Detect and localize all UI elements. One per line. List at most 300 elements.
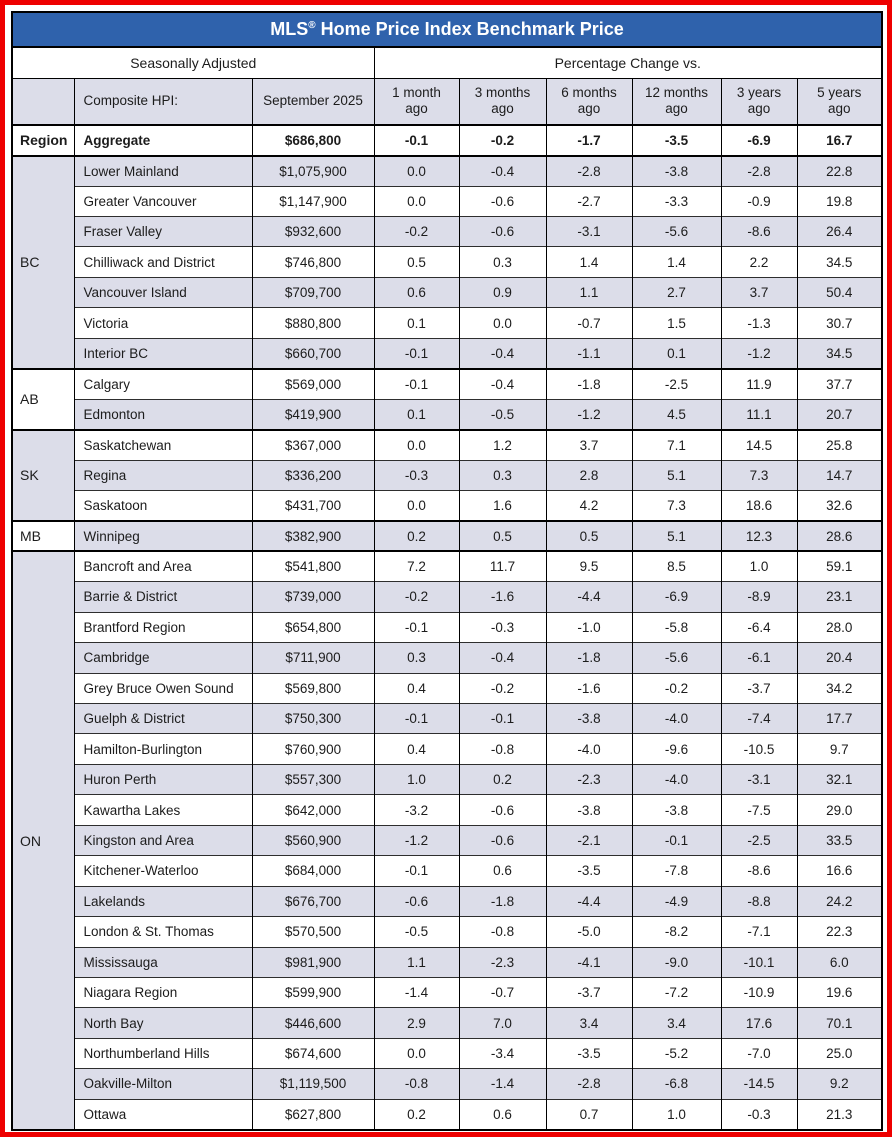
benchmark-price-cell: $750,300 — [252, 704, 374, 734]
area-name-cell: Oakville-Milton — [74, 1069, 252, 1099]
pct-change-cell: 0.2 — [374, 1099, 459, 1130]
pct-change-cell: -0.4 — [459, 338, 546, 368]
pct-change-cell: 3.7 — [546, 430, 632, 460]
pct-change-cell: 0.3 — [459, 460, 546, 490]
table-row — [12, 338, 882, 368]
pct-change-cell: -5.6 — [632, 643, 721, 673]
pct-change-cell: 2.2 — [721, 247, 797, 277]
pct-change-cell: -2.3 — [546, 764, 632, 794]
pct-change-cell: 1.0 — [632, 1099, 721, 1130]
area-name-cell: Calgary — [74, 369, 252, 399]
pct-header-line2: ago — [665, 101, 688, 117]
pct-change-cell: -0.2 — [374, 582, 459, 612]
pct-change-cell: 1.0 — [721, 551, 797, 581]
benchmark-price-cell: $1,119,500 — [252, 1069, 374, 1099]
section-header-seasonally-adjusted: Seasonally Adjusted — [12, 47, 374, 78]
pct-change-cell: -2.3 — [459, 947, 546, 977]
pct-change-cell: -2.5 — [632, 369, 721, 399]
pct-change-cell: -0.3 — [374, 460, 459, 490]
pct-change-cell: 0.6 — [459, 856, 546, 886]
pct-change-cell: -6.9 — [632, 582, 721, 612]
pct-change-cell: -1.7 — [546, 125, 632, 155]
pct-change-cell: -0.1 — [374, 338, 459, 368]
pct-change-cell: 6.0 — [797, 947, 882, 977]
pct-change-cell: -0.7 — [459, 977, 546, 1007]
pct-change-cell: 34.2 — [797, 673, 882, 703]
table-row — [12, 947, 882, 977]
region-header-blank-cell — [12, 78, 74, 125]
area-name-cell: Kitchener-Waterloo — [74, 856, 252, 886]
pct-change-cell: 0.2 — [459, 764, 546, 794]
region-column-label-cell: Region — [12, 125, 74, 155]
pct-change-cell: -1.8 — [546, 643, 632, 673]
pct-change-cell: 17.6 — [721, 1008, 797, 1038]
pct-change-cell: 0.0 — [374, 1038, 459, 1068]
table-title-row — [12, 12, 882, 47]
pct-change-cell: -0.6 — [459, 795, 546, 825]
pct-change-cell: 26.4 — [797, 217, 882, 247]
pct-change-cell: 0.2 — [374, 521, 459, 551]
area-name-cell: Chilliwack and District — [74, 247, 252, 277]
pct-change-cell: -1.4 — [459, 1069, 546, 1099]
benchmark-price-cell: $739,000 — [252, 582, 374, 612]
region-code-cell: ON — [12, 551, 74, 1130]
table-row — [12, 521, 882, 551]
table-row — [12, 1069, 882, 1099]
table-row — [12, 977, 882, 1007]
region-code-cell: MB — [12, 521, 74, 551]
pct-change-cell: -8.6 — [721, 856, 797, 886]
pct-change-cell: -2.8 — [546, 156, 632, 186]
pct-change-cell: -10.9 — [721, 977, 797, 1007]
area-name-cell: Northumberland Hills — [74, 1038, 252, 1068]
pct-change-cell: 1.4 — [546, 247, 632, 277]
pct-change-cell: 0.3 — [374, 643, 459, 673]
table-row — [12, 369, 882, 399]
table-row — [12, 156, 882, 186]
pct-change-cell: -4.0 — [632, 764, 721, 794]
area-name-cell: North Bay — [74, 1008, 252, 1038]
area-name-cell: Saskatchewan — [74, 430, 252, 460]
pct-change-cell: -0.4 — [459, 643, 546, 673]
pct-change-cell: -7.4 — [721, 704, 797, 734]
pct-change-cell: -1.4 — [374, 977, 459, 1007]
pct-change-cell: -1.2 — [721, 338, 797, 368]
area-name-cell: Huron Perth — [74, 764, 252, 794]
area-name-cell: Edmonton — [74, 399, 252, 429]
pct-change-cell: -8.6 — [721, 217, 797, 247]
pct-change-cell: 9.2 — [797, 1069, 882, 1099]
pct-change-cell: -7.5 — [721, 795, 797, 825]
benchmark-price-cell: $981,900 — [252, 947, 374, 977]
benchmark-price-cell: $367,000 — [252, 430, 374, 460]
pct-change-cell: 0.7 — [546, 1099, 632, 1130]
area-name-cell: Niagara Region — [74, 977, 252, 1007]
pct-change-cell: -3.1 — [721, 764, 797, 794]
pct-change-cell: 59.1 — [797, 551, 882, 581]
pct-change-cell: -2.8 — [721, 156, 797, 186]
title-text: Home Price Index Benchmark Price — [315, 19, 624, 40]
benchmark-price-cell: $709,700 — [252, 277, 374, 307]
pct-change-cell: 22.3 — [797, 917, 882, 947]
area-name-cell: Hamilton-Burlington — [74, 734, 252, 764]
pct-change-cell: 9.5 — [546, 551, 632, 581]
pct-change-cell: -9.6 — [632, 734, 721, 764]
table-row — [12, 825, 882, 855]
pct-change-cell: -6.9 — [721, 125, 797, 155]
benchmark-price-cell: $654,800 — [252, 612, 374, 642]
benchmark-price-cell: $431,700 — [252, 490, 374, 520]
pct-change-cell: 0.0 — [374, 490, 459, 520]
pct-change-cell: 7.2 — [374, 551, 459, 581]
pct-change-cell: -0.7 — [546, 308, 632, 338]
pct-change-cell: 4.5 — [632, 399, 721, 429]
table-row — [12, 247, 882, 277]
pct-change-cell: -0.5 — [459, 399, 546, 429]
pct-change-cell: -3.8 — [546, 704, 632, 734]
pct-change-cell: 0.0 — [374, 156, 459, 186]
area-name-cell: Kingston and Area — [74, 825, 252, 855]
table-row — [12, 734, 882, 764]
pct-change-cell: 0.4 — [374, 673, 459, 703]
pct-header-line2: ago — [827, 101, 851, 117]
pct-header-cell — [632, 78, 721, 125]
pct-change-cell: -4.9 — [632, 886, 721, 916]
pct-change-cell: -10.1 — [721, 947, 797, 977]
pct-change-cell: 25.8 — [797, 430, 882, 460]
area-name-cell: Barrie & District — [74, 582, 252, 612]
pct-change-cell: -0.4 — [459, 156, 546, 186]
pct-header-cell — [721, 78, 797, 125]
pct-change-cell: -4.4 — [546, 886, 632, 916]
pct-change-cell: 0.1 — [374, 308, 459, 338]
pct-change-cell: 7.1 — [632, 430, 721, 460]
registered-trademark-symbol: ® — [308, 20, 316, 32]
pct-change-cell: 7.3 — [632, 490, 721, 520]
pct-change-cell: 1.6 — [459, 490, 546, 520]
composite-hpi-header-cell: Composite HPI: — [74, 78, 252, 125]
table-row — [12, 1099, 882, 1130]
pct-change-cell: -1.8 — [459, 886, 546, 916]
pct-change-cell: 9.7 — [797, 734, 882, 764]
area-name-cell: Vancouver Island — [74, 277, 252, 307]
pct-change-cell: -2.1 — [546, 825, 632, 855]
pct-header-line1: 1 month — [392, 84, 441, 100]
table-row — [12, 612, 882, 642]
pct-change-cell: -0.8 — [459, 917, 546, 947]
pct-change-cell: -9.0 — [632, 947, 721, 977]
pct-change-cell: 5.1 — [632, 521, 721, 551]
area-name-cell: Bancroft and Area — [74, 551, 252, 581]
pct-change-cell: -0.8 — [459, 734, 546, 764]
pct-change-cell: -1.2 — [546, 399, 632, 429]
table-row — [12, 217, 882, 247]
pct-change-cell: -0.8 — [374, 1069, 459, 1099]
pct-change-cell: -0.2 — [459, 673, 546, 703]
pct-change-cell: 23.1 — [797, 582, 882, 612]
pct-change-cell: 0.3 — [459, 247, 546, 277]
pct-change-cell: -0.1 — [374, 125, 459, 155]
area-name-cell: Lower Mainland — [74, 156, 252, 186]
pct-header-line1: 3 years — [736, 84, 782, 100]
table-row — [12, 704, 882, 734]
pct-change-cell: -3.8 — [632, 156, 721, 186]
benchmark-price-cell: $570,500 — [252, 917, 374, 947]
pct-change-cell: 0.5 — [459, 521, 546, 551]
region-code-cell: SK — [12, 430, 74, 521]
benchmark-price-cell: $746,800 — [252, 247, 374, 277]
pct-change-cell: 14.7 — [797, 460, 882, 490]
pct-change-cell: -4.0 — [546, 734, 632, 764]
pct-change-cell: -0.2 — [374, 217, 459, 247]
pct-change-cell: -3.7 — [546, 977, 632, 1007]
pct-change-cell: 32.6 — [797, 490, 882, 520]
hpi-benchmark-table — [11, 11, 883, 1131]
pct-change-cell: 24.2 — [797, 886, 882, 916]
pct-change-cell: 0.5 — [374, 247, 459, 277]
area-name-cell: Victoria — [74, 308, 252, 338]
pct-change-cell: -0.6 — [374, 886, 459, 916]
aggregate-row — [12, 125, 882, 155]
benchmark-price-cell: $569,000 — [252, 369, 374, 399]
benchmark-price-cell: $336,200 — [252, 460, 374, 490]
pct-change-cell: -6.8 — [632, 1069, 721, 1099]
period-header-cell: September 2025 — [252, 78, 374, 125]
pct-change-cell: 0.0 — [459, 308, 546, 338]
pct-change-cell: -3.8 — [632, 795, 721, 825]
pct-change-cell: 3.7 — [721, 277, 797, 307]
table-row — [12, 490, 882, 520]
table-row — [12, 856, 882, 886]
benchmark-price-cell: $1,147,900 — [252, 186, 374, 216]
pct-change-cell: -1.6 — [546, 673, 632, 703]
pct-change-cell: 37.7 — [797, 369, 882, 399]
pct-header-line2: ago — [577, 101, 601, 117]
table-row — [12, 764, 882, 794]
title-brand: MLS — [270, 19, 309, 40]
pct-change-cell: -14.5 — [721, 1069, 797, 1099]
pct-change-cell: 18.6 — [721, 490, 797, 520]
pct-change-cell: -7.1 — [721, 917, 797, 947]
table-row — [12, 460, 882, 490]
region-code-cell: AB — [12, 369, 74, 430]
pct-change-cell: -7.2 — [632, 977, 721, 1007]
pct-change-cell: -2.5 — [721, 825, 797, 855]
pct-header-line1: 5 years — [817, 84, 862, 100]
benchmark-price-cell: $1,075,900 — [252, 156, 374, 186]
benchmark-price-cell: $711,900 — [252, 643, 374, 673]
pct-header-line2: ago — [405, 101, 428, 117]
pct-change-cell: 0.1 — [374, 399, 459, 429]
area-name-cell: Interior BC — [74, 338, 252, 368]
pct-change-cell: 1.5 — [632, 308, 721, 338]
pct-change-cell: 1.4 — [632, 247, 721, 277]
pct-header-line1: 6 months — [561, 84, 617, 100]
benchmark-price-cell: $932,600 — [252, 217, 374, 247]
pct-change-cell: 1.0 — [374, 764, 459, 794]
pct-change-cell: 28.6 — [797, 521, 882, 551]
benchmark-price-cell: $569,800 — [252, 673, 374, 703]
pct-change-cell: -0.1 — [459, 704, 546, 734]
pct-change-cell: 3.4 — [632, 1008, 721, 1038]
pct-change-cell: -2.8 — [546, 1069, 632, 1099]
pct-change-cell: -3.7 — [721, 673, 797, 703]
pct-change-cell: -0.6 — [459, 186, 546, 216]
benchmark-price-cell: $880,800 — [252, 308, 374, 338]
area-name-cell: Brantford Region — [74, 612, 252, 642]
pct-change-cell: -0.2 — [459, 125, 546, 155]
pct-change-cell: -1.6 — [459, 582, 546, 612]
benchmark-price-cell: $446,600 — [252, 1008, 374, 1038]
pct-header-cell — [546, 78, 632, 125]
pct-change-cell: 0.4 — [374, 734, 459, 764]
pct-change-cell: -1.2 — [374, 825, 459, 855]
pct-change-cell: -1.3 — [721, 308, 797, 338]
area-name-cell: Winnipeg — [74, 521, 252, 551]
pct-change-cell: -4.0 — [632, 704, 721, 734]
area-name-cell: Ottawa — [74, 1099, 252, 1130]
pct-change-cell: -4.1 — [546, 947, 632, 977]
region-code-cell: BC — [12, 156, 74, 369]
benchmark-price-cell: $642,000 — [252, 795, 374, 825]
benchmark-price-cell: $684,000 — [252, 856, 374, 886]
pct-change-cell: 11.7 — [459, 551, 546, 581]
pct-change-cell: 7.3 — [721, 460, 797, 490]
pct-change-cell: 20.7 — [797, 399, 882, 429]
pct-change-cell: 70.1 — [797, 1008, 882, 1038]
pct-change-cell: -0.5 — [374, 917, 459, 947]
pct-header-line1: 12 months — [644, 84, 709, 100]
pct-change-cell: -3.1 — [546, 217, 632, 247]
table-row — [12, 430, 882, 460]
pct-change-cell: -8.9 — [721, 582, 797, 612]
pct-change-cell: 0.6 — [459, 1099, 546, 1130]
benchmark-price-cell: $419,900 — [252, 399, 374, 429]
pct-change-cell: 34.5 — [797, 338, 882, 368]
pct-change-cell: 14.5 — [721, 430, 797, 460]
area-name-cell: Greater Vancouver — [74, 186, 252, 216]
pct-change-cell: -0.6 — [459, 825, 546, 855]
area-name-cell: Kawartha Lakes — [74, 795, 252, 825]
pct-change-cell: 50.4 — [797, 277, 882, 307]
pct-change-cell: 1.1 — [374, 947, 459, 977]
pct-change-cell: -6.1 — [721, 643, 797, 673]
table-row — [12, 582, 882, 612]
pct-change-cell: -0.3 — [721, 1099, 797, 1130]
pct-change-cell: 19.6 — [797, 977, 882, 1007]
pct-change-cell: 2.9 — [374, 1008, 459, 1038]
pct-change-cell: -0.1 — [632, 825, 721, 855]
area-name-cell: Regina — [74, 460, 252, 490]
pct-change-cell: 16.6 — [797, 856, 882, 886]
pct-change-cell: -8.8 — [721, 886, 797, 916]
pct-change-cell: 7.0 — [459, 1008, 546, 1038]
pct-change-cell: 11.9 — [721, 369, 797, 399]
table-row — [12, 1008, 882, 1038]
pct-change-cell: 12.3 — [721, 521, 797, 551]
pct-change-cell: 22.8 — [797, 156, 882, 186]
pct-change-cell: -0.4 — [459, 369, 546, 399]
pct-change-cell: -5.2 — [632, 1038, 721, 1068]
table-row — [12, 399, 882, 429]
benchmark-price-cell: $674,600 — [252, 1038, 374, 1068]
pct-change-cell: 11.1 — [721, 399, 797, 429]
pct-change-cell: 28.0 — [797, 612, 882, 642]
pct-change-cell: 4.2 — [546, 490, 632, 520]
benchmark-price-cell: $541,800 — [252, 551, 374, 581]
pct-change-cell: -3.5 — [632, 125, 721, 155]
pct-change-cell: 19.8 — [797, 186, 882, 216]
benchmark-price-cell: $599,900 — [252, 977, 374, 1007]
pct-change-cell: -0.3 — [459, 612, 546, 642]
benchmark-price-cell: $557,300 — [252, 764, 374, 794]
pct-header-line2: ago — [491, 101, 514, 117]
pct-change-cell: 0.0 — [374, 430, 459, 460]
pct-change-cell: 2.8 — [546, 460, 632, 490]
area-name-cell: Cambridge — [74, 643, 252, 673]
pct-change-cell: -3.8 — [546, 795, 632, 825]
pct-change-cell: 25.0 — [797, 1038, 882, 1068]
table-title — [12, 12, 882, 47]
table-row — [12, 886, 882, 916]
area-name-cell: Aggregate — [74, 125, 252, 155]
benchmark-price-cell: $382,900 — [252, 521, 374, 551]
pct-change-cell: 1.1 — [546, 277, 632, 307]
pct-change-cell: 33.5 — [797, 825, 882, 855]
pct-change-cell: -0.1 — [374, 612, 459, 642]
pct-change-cell: 34.5 — [797, 247, 882, 277]
pct-change-cell: 32.1 — [797, 764, 882, 794]
area-name-cell: Mississauga — [74, 947, 252, 977]
pct-change-cell: -3.3 — [632, 186, 721, 216]
table-row — [12, 551, 882, 581]
pct-change-cell: -3.4 — [459, 1038, 546, 1068]
pct-change-cell: -0.1 — [374, 856, 459, 886]
area-name-cell: Grey Bruce Owen Sound — [74, 673, 252, 703]
pct-change-cell: 0.5 — [546, 521, 632, 551]
table-row — [12, 186, 882, 216]
benchmark-price-cell: $676,700 — [252, 886, 374, 916]
benchmark-price-cell: $760,900 — [252, 734, 374, 764]
area-name-cell: Fraser Valley — [74, 217, 252, 247]
table-row — [12, 1038, 882, 1068]
pct-change-cell: -1.0 — [546, 612, 632, 642]
pct-change-cell: -3.5 — [546, 856, 632, 886]
pct-change-cell: 2.7 — [632, 277, 721, 307]
table-row — [12, 673, 882, 703]
benchmark-price-cell: $660,700 — [252, 338, 374, 368]
table-row — [12, 795, 882, 825]
pct-change-cell: -0.1 — [374, 704, 459, 734]
table-row — [12, 643, 882, 673]
pct-change-cell: 30.7 — [797, 308, 882, 338]
pct-change-cell: -5.6 — [632, 217, 721, 247]
pct-header-line2: ago — [747, 101, 771, 117]
pct-change-cell: -4.4 — [546, 582, 632, 612]
pct-change-cell: 21.3 — [797, 1099, 882, 1130]
section-header-row — [12, 47, 882, 78]
pct-change-cell: 3.4 — [546, 1008, 632, 1038]
table-row — [12, 917, 882, 947]
pct-header-line1: 3 months — [474, 84, 531, 100]
table-row — [12, 308, 882, 338]
area-name-cell: Lakelands — [74, 886, 252, 916]
pct-change-cell: -0.2 — [632, 673, 721, 703]
pct-change-cell: -7.0 — [721, 1038, 797, 1068]
pct-change-cell: 17.7 — [797, 704, 882, 734]
pct-header-cell — [374, 78, 459, 125]
pct-change-cell: 0.1 — [632, 338, 721, 368]
